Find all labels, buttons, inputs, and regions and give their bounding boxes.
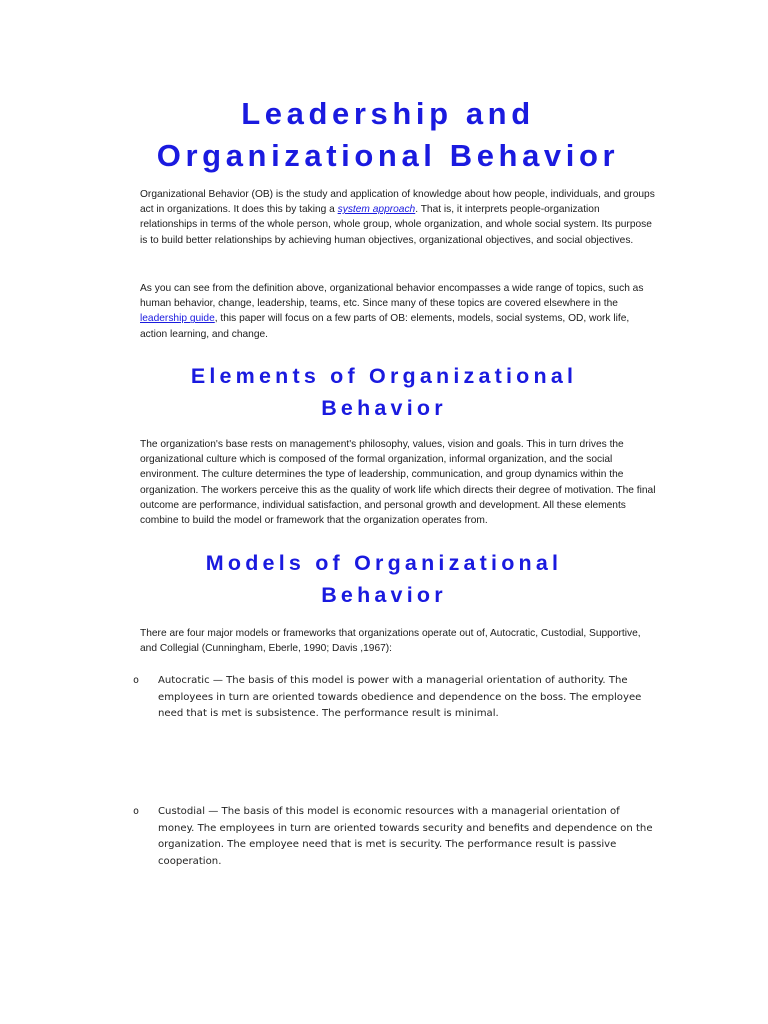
elements-heading-line-1: Elements of Organizational <box>190 364 578 388</box>
page-title-line-2: Organizational Behavior <box>156 138 620 173</box>
models-heading-line-1: Models of Organizational <box>205 551 563 575</box>
intro-paragraph-1: Organizational Behavior (OB) is the study and application of knowledge about how people, individuals, and groups act in organizations. It does this by taking a system approach. That is, it interprets people-organization relationships in terms of the whole person, whole group, whole organization, and whole social system. Its purpose is to build better relationships by achieving human objectives, organizational objectives, and social objectives. <box>140 189 655 246</box>
models-heading-line-2: Behavior <box>321 583 447 607</box>
page-title-line-1: Leadership and <box>241 96 535 131</box>
models-heading <box>150 547 618 611</box>
page-title <box>140 93 636 177</box>
elements-heading-line-2: Behavior <box>321 396 447 420</box>
models-intro-paragraph: There are four major models or frameworks that organizations operate out of, Autocratic, Custodial, Supportive, and Collegial (Cunningham, Eberle, 1990; Davis ,1967): <box>140 628 641 655</box>
bullet-marker: o <box>133 675 140 686</box>
system-approach-link[interactable]: system approach <box>337 204 416 216</box>
elements-heading <box>150 360 618 424</box>
bullet-marker: o <box>133 806 140 817</box>
list-item-text: Autocratic — The basis of this model is power with a managerial orientation of authority. The employees in turn are oriented towards obedience and dependence on the boss. The employee need that is met is subsistence. The performance result is minimal. <box>158 675 642 720</box>
list-item-text: Custodial — The basis of this model is economic resources with a managerial orientation of money. The employees in turn are oriented towards security and benefits and dependence on the organization. The employee need that is met is security. The performance result is passive cooperation. <box>158 806 653 867</box>
elements-paragraph: The organization's base rests on management's philosophy, values, vision and goals. This in turn drives the organizational culture which is composed of the formal organization, informal organization, and the social environment. The culture determines the type of leadership, communication, and group dynamics within the organization. The workers perceive this as the quality of work life which directs their degree of motivation. The final outcome are performance, individual satisfaction, and personal growth and development. All these elements combine to build the model or framework that the organization operates from. <box>140 439 656 527</box>
leadership-guide-link[interactable]: leadership guide <box>140 313 215 325</box>
intro-paragraph-2: As you can see from the definition above, organizational behavior encompasses a wide range of topics, such as human behavior, change, leadership, teams, etc. Since many of these topics are covered elsewhere in the leadership guide, this paper will focus on a few parts of OB: elements, models, social systems, OD, work life, action learning, and change. <box>140 283 644 340</box>
